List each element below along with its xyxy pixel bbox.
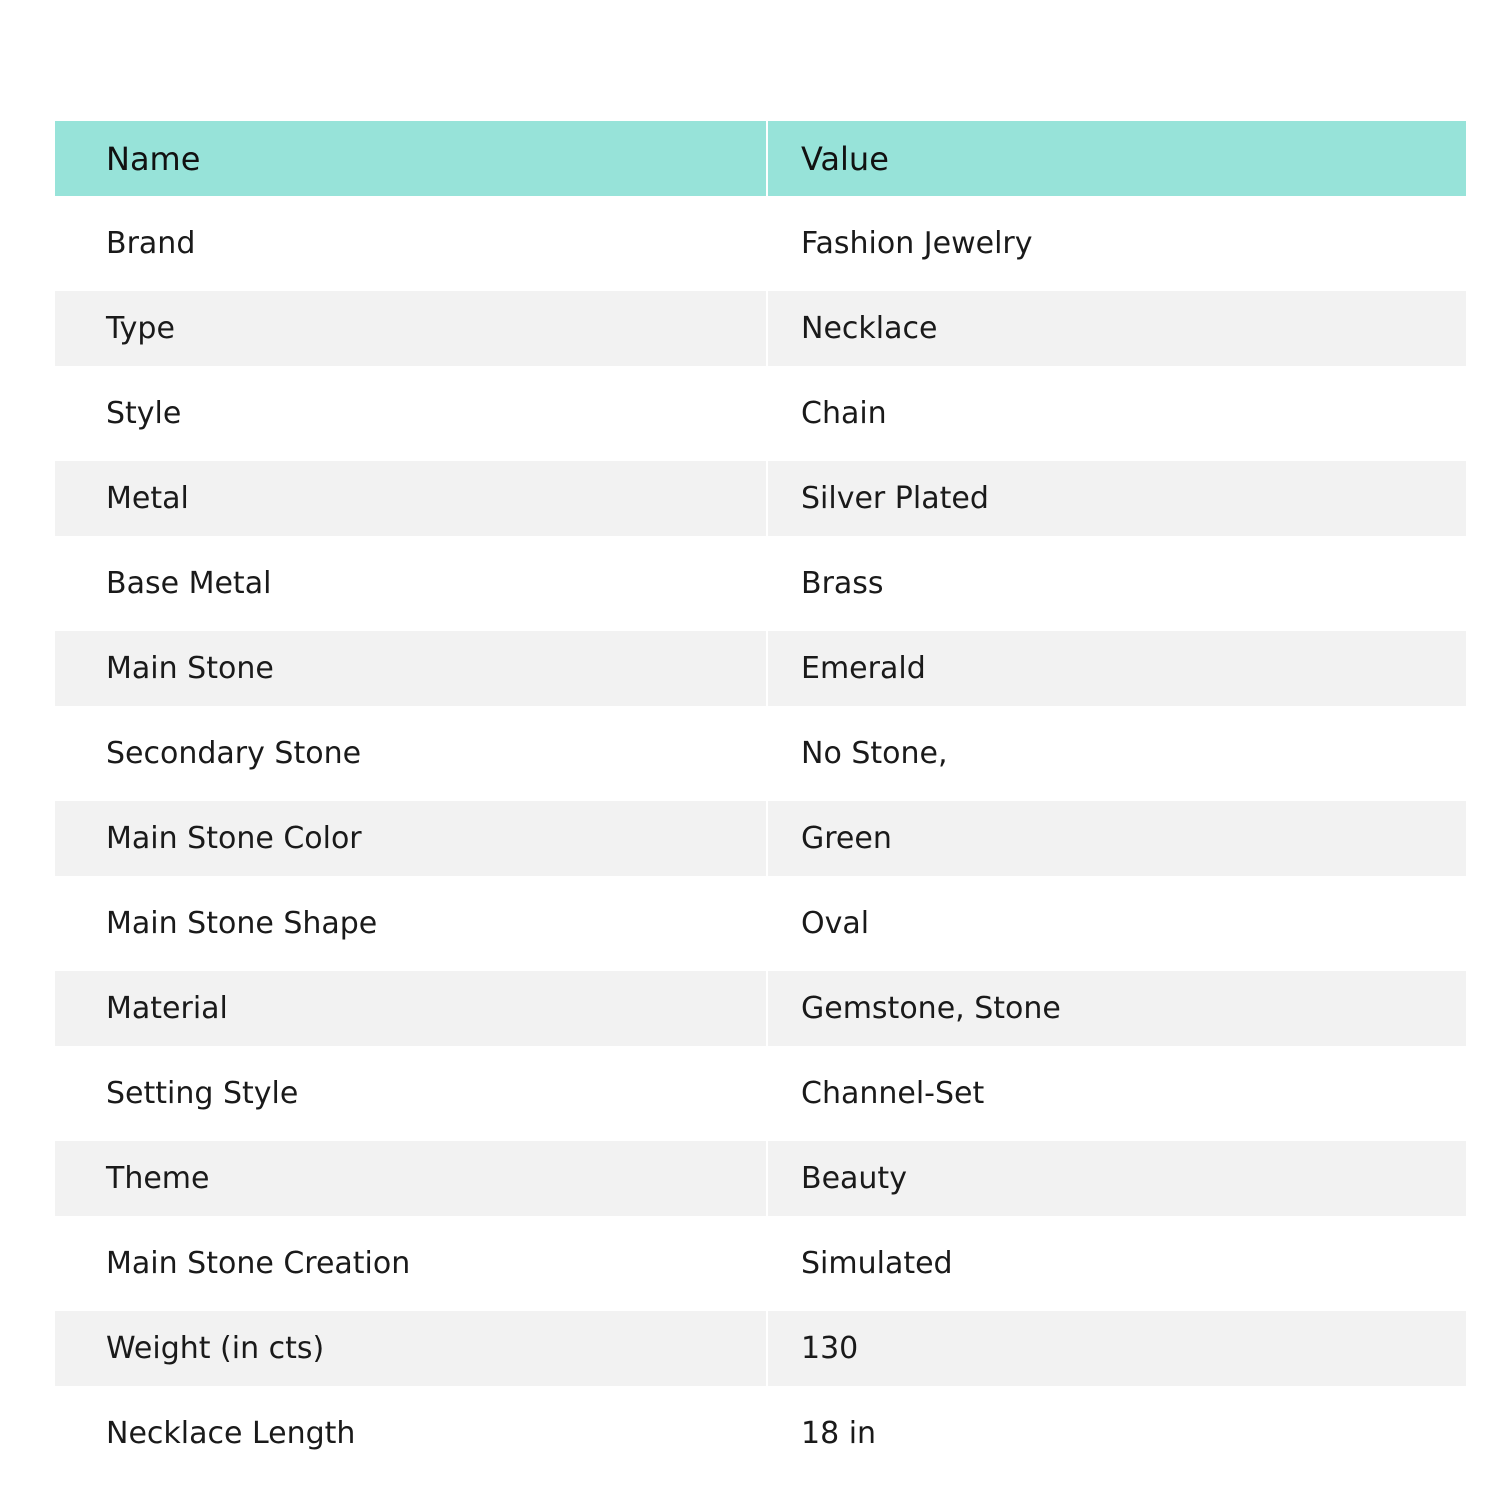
header-name: Name	[55, 121, 766, 196]
row-name: Type	[55, 291, 766, 366]
row-name: Brand	[55, 206, 766, 281]
table-row	[55, 461, 1466, 536]
row-name: Main Stone	[55, 631, 766, 706]
table-row	[55, 886, 1466, 961]
row-name: Weight (in cts)	[55, 1311, 766, 1386]
table-row	[55, 1226, 1466, 1301]
row-value: Green	[768, 801, 1466, 876]
row-value: Channel-Set	[768, 1056, 1466, 1131]
row-name: Style	[55, 376, 766, 451]
row-name: Base Metal	[55, 546, 766, 621]
table-row	[55, 1396, 1466, 1471]
row-name: Main Stone Creation	[55, 1226, 766, 1301]
row-name: Metal	[55, 461, 766, 536]
row-name: Necklace Length	[55, 1396, 766, 1471]
row-value: Silver Plated	[768, 461, 1466, 536]
table-row	[55, 971, 1466, 1046]
row-name: Theme	[55, 1141, 766, 1216]
header-value: Value	[768, 121, 1466, 196]
row-value: 130	[768, 1311, 1466, 1386]
row-value: No Stone,	[768, 716, 1466, 791]
row-value: Chain	[768, 376, 1466, 451]
row-value: Fashion Jewelry	[768, 206, 1466, 281]
table-row	[55, 546, 1466, 621]
row-name: Main Stone Shape	[55, 886, 766, 961]
row-value: Simulated	[768, 1226, 1466, 1301]
row-value: Beauty	[768, 1141, 1466, 1216]
specification-table	[55, 121, 1466, 1471]
table-header-row	[55, 121, 1466, 196]
table-row	[55, 291, 1466, 366]
row-name: Setting Style	[55, 1056, 766, 1131]
row-name: Main Stone Color	[55, 801, 766, 876]
row-value: Oval	[768, 886, 1466, 961]
table-row	[55, 631, 1466, 706]
table-row	[55, 206, 1466, 281]
table-row	[55, 1141, 1466, 1216]
table-row	[55, 716, 1466, 791]
row-name: Material	[55, 971, 766, 1046]
row-value: Emerald	[768, 631, 1466, 706]
row-name: Secondary Stone	[55, 716, 766, 791]
row-value: 18 in	[768, 1396, 1466, 1471]
row-value: Gemstone, Stone	[768, 971, 1466, 1046]
table-row	[55, 1311, 1466, 1386]
row-value: Brass	[768, 546, 1466, 621]
table-row	[55, 1056, 1466, 1131]
row-value: Necklace	[768, 291, 1466, 366]
table-row	[55, 801, 1466, 876]
table-row	[55, 376, 1466, 451]
